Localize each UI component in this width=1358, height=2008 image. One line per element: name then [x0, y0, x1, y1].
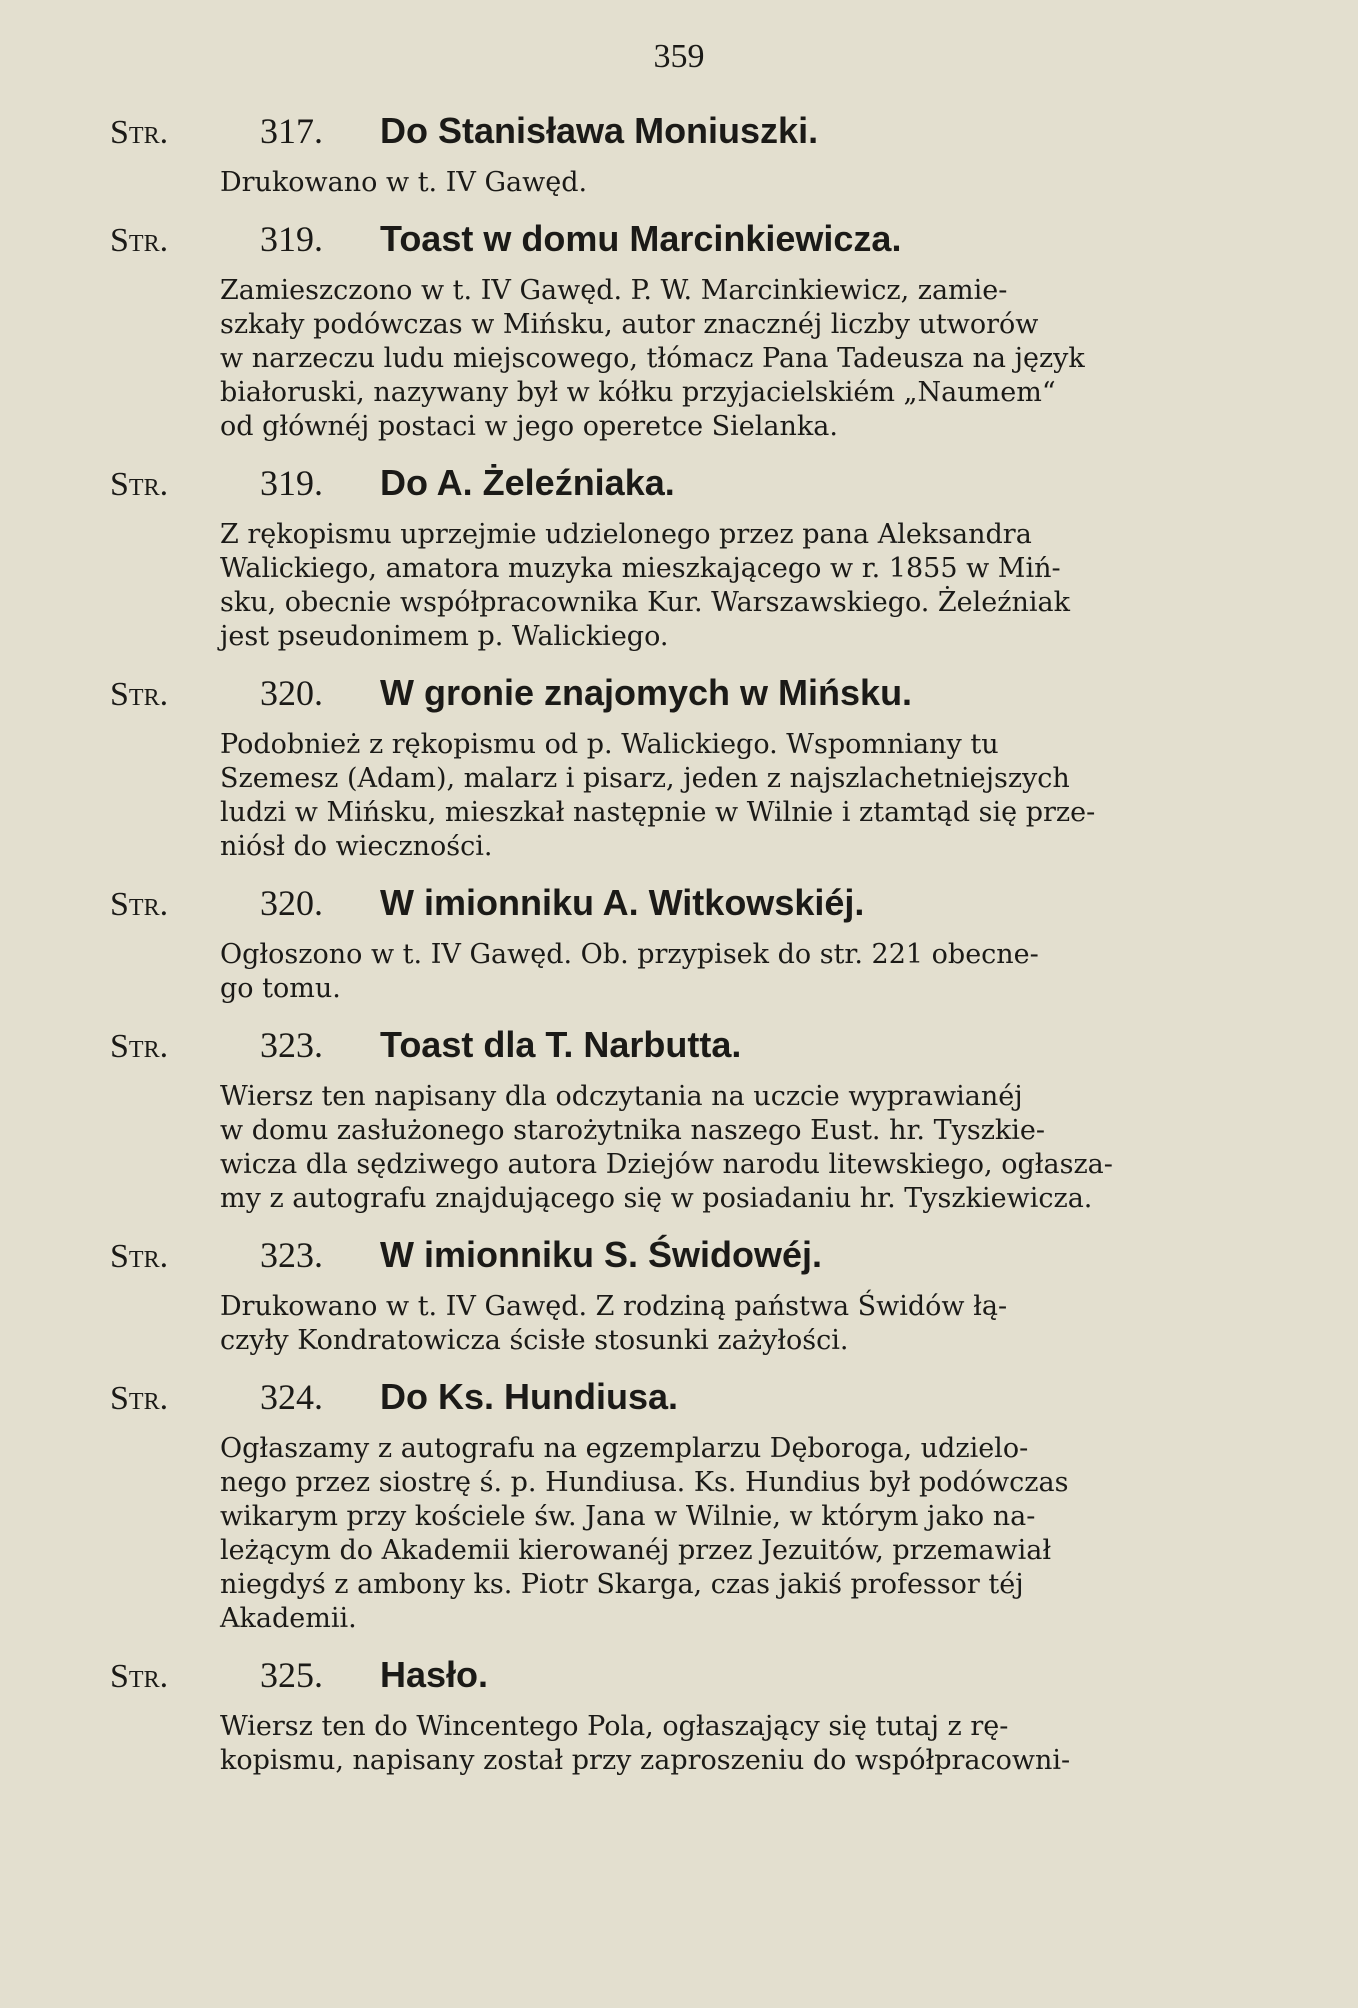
text-line: Zamieszczono w t. IV Gawęd. P. W. Marcinkiewicz, zamie- — [220, 275, 1008, 306]
entry-title: W imionniku A. Witkowskiéj. — [380, 882, 865, 923]
entry-heading — [110, 1376, 1300, 1432]
text-line: nego przez siostrę ś. p. Hundiusa. Ks. Hundius był podówczas — [220, 1467, 1069, 1498]
text-line: w narzeczu ludu miejscowego, tłómacz Pana Tadeusza na język — [220, 343, 1085, 374]
text-line: czyły Kondratowicza ścisłe stosunki zażyłości. — [220, 1325, 849, 1356]
text-line: niósł do wieczności. — [220, 831, 493, 862]
footnote-entry — [110, 1234, 1300, 1358]
page-reference: 320. — [260, 673, 323, 713]
str-label: Str. — [110, 114, 169, 151]
page-reference: 317. — [260, 111, 323, 151]
entry-title: Do Ks. Hundiusa. — [380, 1376, 679, 1417]
entry-heading — [110, 462, 1300, 518]
page-reference: 324. — [260, 1377, 323, 1417]
entry-heading — [110, 1234, 1300, 1290]
footnote-entry — [110, 110, 1300, 200]
entry-text — [220, 938, 1300, 1006]
entry-heading — [110, 882, 1300, 938]
entry-title: Do Stanisława Moniuszki. — [380, 110, 819, 151]
entry-text — [220, 166, 1300, 200]
text-line: Z rękopismu uprzejmie udzielonego przez pana Aleksandra — [220, 519, 1032, 550]
str-label: Str. — [110, 222, 169, 259]
str-label: Str. — [110, 1658, 169, 1695]
entry-title: Toast dla T. Narbutta. — [380, 1024, 742, 1065]
page-reference: 320. — [260, 883, 323, 923]
entry-text — [220, 1290, 1300, 1358]
document-body — [110, 110, 1300, 1796]
entry-heading — [110, 110, 1300, 166]
footnote-entry — [110, 882, 1300, 1006]
entry-title: Do A. Żeleźniaka. — [380, 462, 675, 503]
text-line: Ogłoszono w t. IV Gawęd. Ob. przypisek do str. 221 obecne- — [220, 939, 1039, 970]
text-line: Wiersz ten napisany dla odczytania na uczcie wyprawianéj — [220, 1081, 1023, 1112]
str-label: Str. — [110, 886, 169, 923]
page-number: 359 — [653, 38, 705, 75]
entry-heading — [110, 1654, 1300, 1710]
footnote-entry — [110, 462, 1300, 654]
text-line: niegdyś z ambony ks. Piotr Skarga, czas jakiś professor téj — [220, 1569, 1024, 1600]
text-line: wicza dla sędziwego autora Dziejów narodu litewskiego, ogłasza- — [220, 1149, 1113, 1180]
entry-title: W imionniku S. Świdowéj. — [380, 1234, 823, 1275]
entry-text — [220, 274, 1300, 444]
entry-text — [220, 1080, 1300, 1216]
text-line: Akademii. — [220, 1603, 357, 1634]
text-line: w domu zasłużonego starożytnika naszego Eust. hr. Tyszkie- — [220, 1115, 1046, 1146]
page-reference: 319. — [260, 463, 323, 503]
entry-title: Hasło. — [380, 1654, 489, 1695]
text-line: Drukowano w t. IV Gawęd. Z rodziną państwa Świdów łą- — [220, 1291, 1008, 1322]
text-line: od głównéj postaci w jego operetce Sielanka. — [220, 411, 838, 442]
str-label: Str. — [110, 1380, 169, 1417]
footnote-entry — [110, 672, 1300, 864]
footnote-entry — [110, 1654, 1300, 1778]
page-reference: 325. — [260, 1655, 323, 1695]
page-reference: 323. — [260, 1235, 323, 1275]
entry-heading — [110, 672, 1300, 728]
text-line: Szemesz (Adam), malarz i pisarz, jeden z najszlachetniejszych — [220, 763, 1070, 794]
text-line: Ogłaszamy z autografu na egzemplarzu Dęboroga, udzielo- — [220, 1433, 1029, 1464]
text-line: Podobnież z rękopismu od p. Walickiego. Wspomniany tu — [220, 729, 999, 760]
text-line: Drukowano w t. IV Gawęd. — [220, 167, 588, 198]
text-line: jest pseudonimem p. Walickiego. — [220, 621, 669, 652]
entry-title: Toast w domu Marcinkiewicza. — [380, 218, 902, 259]
text-line: Wiersz ten do Wincentego Pola, ogłaszający się tutaj z rę- — [220, 1711, 1009, 1742]
text-line: sku, obecnie współpracownika Kur. Warszawskiego. Żeleźniak — [220, 587, 1070, 618]
text-line: Walickiego, amatora muzyka mieszkającego w r. 1855 w Miń- — [220, 553, 1061, 584]
page-reference: 319. — [260, 219, 323, 259]
entry-title: W gronie znajomych w Mińsku. — [380, 672, 913, 713]
str-label: Str. — [110, 1028, 169, 1065]
footnote-entry — [110, 1376, 1300, 1636]
entry-heading — [110, 218, 1300, 274]
str-label: Str. — [110, 676, 169, 713]
text-line: my z autografu znajdującego się w posiadaniu hr. Tyszkiewicza. — [220, 1183, 1093, 1214]
entry-heading — [110, 1024, 1300, 1080]
entry-text — [220, 1432, 1300, 1636]
text-line: szkały podówczas w Mińsku, autor znacznéj liczby utworów — [220, 309, 1039, 340]
footnote-entry — [110, 218, 1300, 444]
str-label: Str. — [110, 1238, 169, 1275]
page-reference: 323. — [260, 1025, 323, 1065]
text-line: leżącym do Akademii kierowanéj przez Jezuitów, przemawiał — [220, 1535, 1052, 1566]
str-label: Str. — [110, 466, 169, 503]
entry-text — [220, 728, 1300, 864]
text-line: go tomu. — [220, 973, 341, 1004]
text-line: białoruski, nazywany był w kółku przyjacielskiém „Naumem“ — [220, 377, 1056, 408]
text-line: ludzi w Mińsku, mieszkał następnie w Wilnie i ztamtąd się prze- — [220, 797, 1096, 828]
footnote-entry — [110, 1024, 1300, 1216]
text-line: kopismu, napisany został przy zaproszeniu do współpracowni- — [220, 1745, 1071, 1776]
text-line: wikarym przy kościele św. Jana w Wilnie, w którym jako na- — [220, 1501, 1036, 1532]
entry-text — [220, 1710, 1300, 1778]
entry-text — [220, 518, 1300, 654]
